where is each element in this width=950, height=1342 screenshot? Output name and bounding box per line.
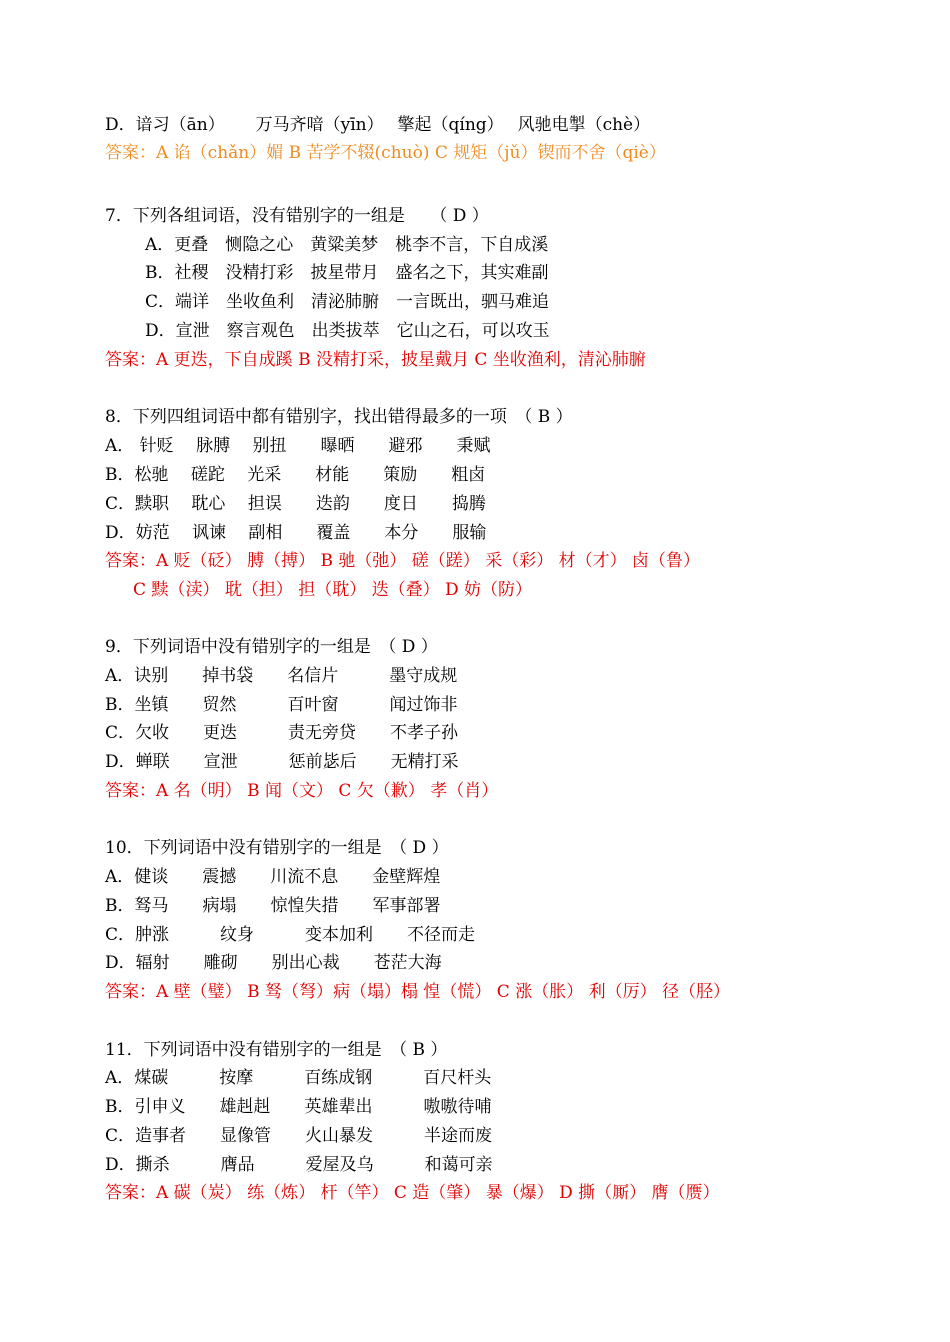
q11-option-d: D．撕杀 膺品 爱屋及乌 和蔼可亲 <box>105 1155 493 1175</box>
q8-stem: 8．下列四组词语中都有错别字，找出错得最多的一项 （ B ） <box>105 407 573 427</box>
q10-option-b: B．驽马 病塌 惊惶失措 军事部署 <box>105 896 441 916</box>
q11-option-b: B．引申义 雄赳赳 英雄辈出 嗷嗷待哺 <box>105 1097 492 1117</box>
q8-option-d: D．妨范 讽谏 副相 覆盖 本分 服输 <box>105 523 487 543</box>
q9-stem: 9．下列词语中没有错别字的一组是 （ D ） <box>105 637 438 657</box>
q10-option-a: A．健谈 震撼 川流不息 金壁辉煌 <box>105 867 441 887</box>
q8-option-b: B．松驰 磋跎 光采 材能 策励 粗卤 <box>105 465 486 485</box>
q8-answer-line2: C 黩（渎） 耽（担） 担（耽） 迭（叠） D 妨（防） <box>133 580 533 600</box>
q7-option-d: D．宣泄 察言观色 出类拔萃 它山之石，可以攻玉 <box>145 321 550 341</box>
q7-option-b: B．社稷 没精打彩 披星带月 盛名之下，其实难副 <box>145 263 549 283</box>
q9-option-a: A．诀别 掉书袋 名信片 墨守成规 <box>105 666 458 686</box>
q11-option-a: A．煤碳 按摩 百练成钢 百尺杆头 <box>105 1068 492 1088</box>
q11-stem: 11．下列词语中没有错别字的一组是 （ B ） <box>105 1040 448 1060</box>
q7-option-a: A．更叠 恻隐之心 黄粱美梦 桃李不言，下自成溪 <box>145 235 549 255</box>
q10-option-d: D．辐射 雕砌 别出心裁 苍茫大海 <box>105 953 442 973</box>
q7-option-c: C．端详 坐收鱼利 清泌肺腑 一言既出，驷马难追 <box>145 292 550 312</box>
q8-answer-line1: 答案：A 贬（砭） 膊（搏） B 驰（弛） 磋（蹉） 采（彩） 材（才） 卤（鲁） <box>105 551 700 571</box>
q9-option-c: C．欠收 更迭 责无旁贷 不孝子孙 <box>105 723 459 743</box>
q9-answer: 答案：A 名（明） B 闻（文） C 欠（歉） 孝（肖） <box>105 781 499 801</box>
prev-option-d: D．谙习（ān） 万马齐喑（yīn） 擎起（qíng） 风驰电掣（chè） <box>105 115 651 135</box>
q9-option-b: B．坐镇 贸然 百叶窗 闻过饰非 <box>105 695 458 715</box>
q8-option-a: A． 针贬 脉膊 别扭 曝晒 避邪 秉赋 <box>105 436 491 456</box>
q9-option-d: D．蝉联 宣泄 惩前毖后 无精打采 <box>105 752 459 772</box>
q10-option-c: C．肿涨 纹身 变本加利 不径而走 <box>105 925 476 945</box>
q7-stem: 7．下列各组词语，没有错别字的一组是 （ D ） <box>105 206 489 226</box>
q7-answer: 答案：A 更迭，下自成蹊 B 没精打采，披星戴月 C 坐收渔利，清沁肺腑 <box>105 350 646 370</box>
q10-stem: 10．下列词语中没有错别字的一组是 （ D ） <box>105 838 449 858</box>
prev-answer: 答案：A 谄（chǎn）媚 B 苦学不辍(chuò) C 规矩（jǔ）锲而不舍（qiè） <box>105 143 666 163</box>
q11-answer: 答案：A 碳（炭） 练（炼） 杆（竿） C 造（肇） 暴（爆） D 撕（厮） 膺（赝） <box>105 1183 720 1203</box>
q8-option-c: C．黩职 耽心 担误 迭韵 度日 捣腾 <box>105 494 486 514</box>
q11-option-c: C．造事者 显像管 火山暴发 半途而废 <box>105 1126 493 1146</box>
q10-answer: 答案：A 壁（璧） B 驽（弩）病（塌）榻 惶（慌） C 涨（胀） 利（厉） 径（胫） <box>105 982 731 1002</box>
